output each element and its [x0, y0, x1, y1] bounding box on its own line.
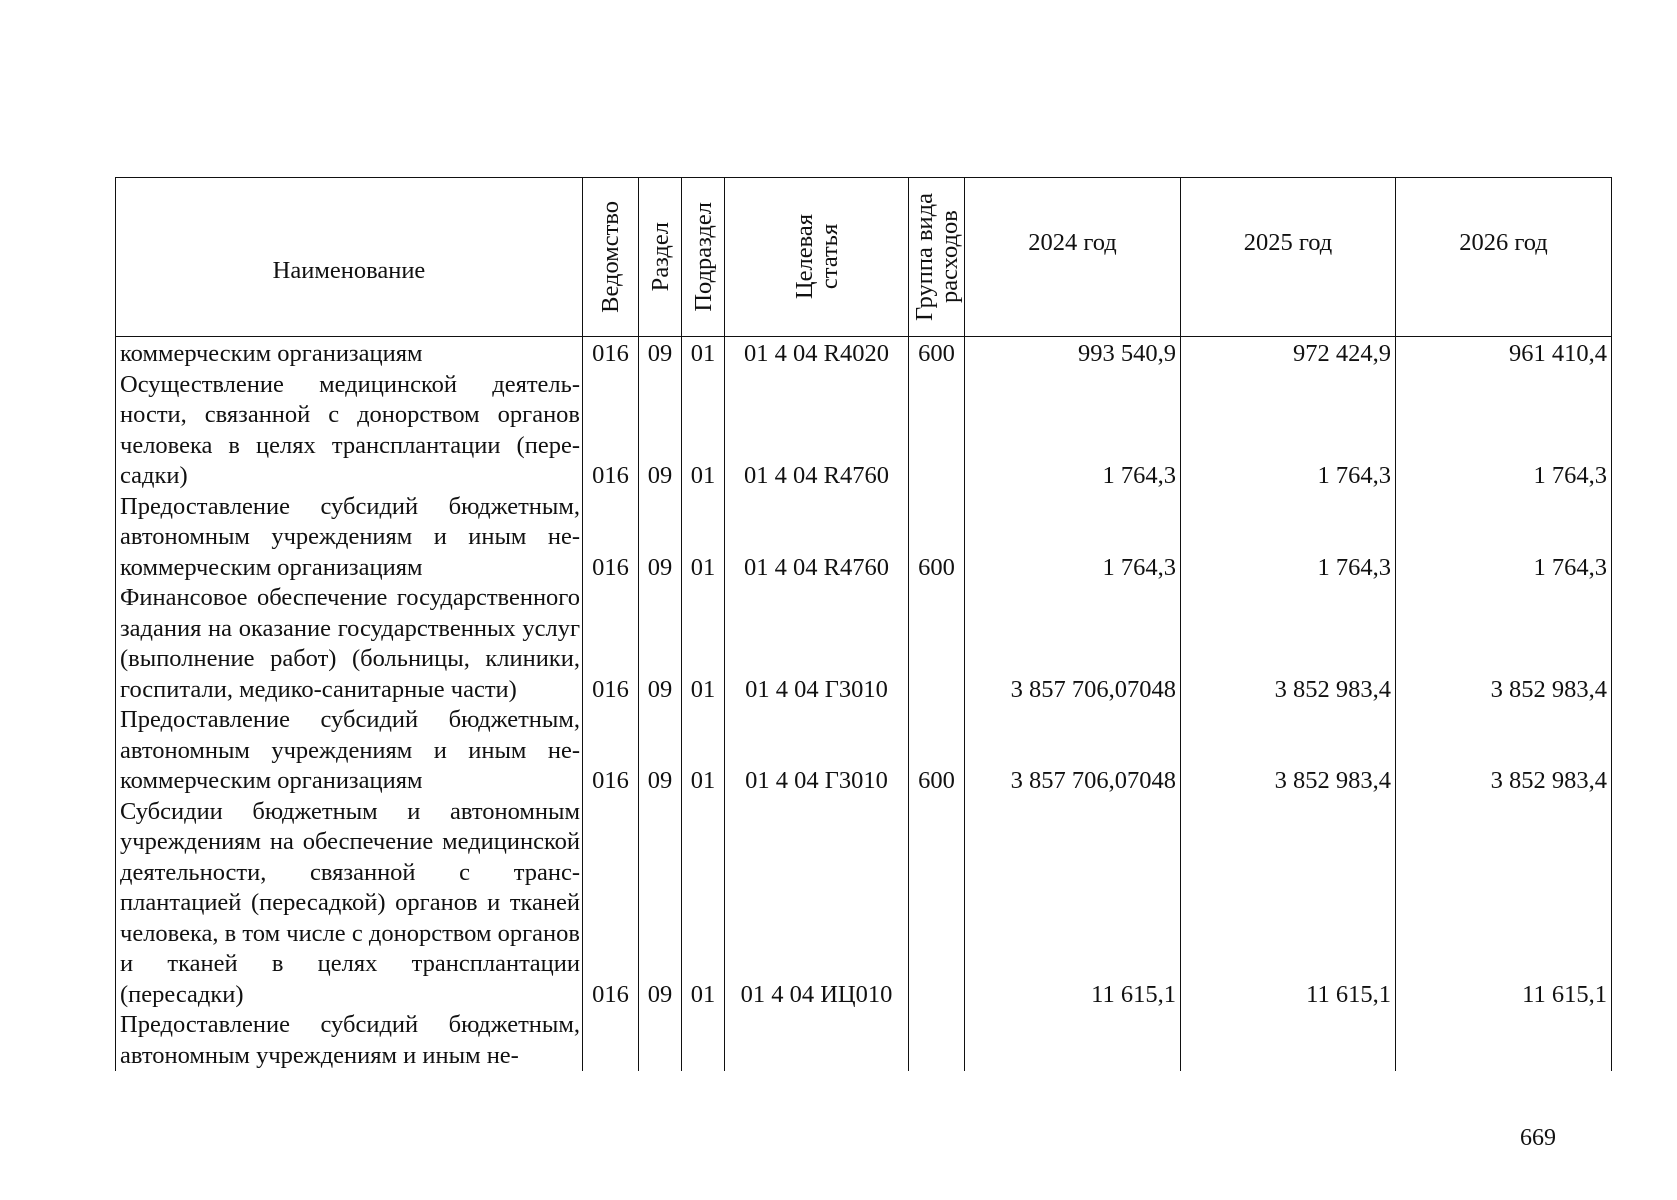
row-2024: 993 540,9: [965, 337, 1181, 370]
row-subsection: 01: [682, 797, 725, 1011]
row-2024: 11 615,1: [965, 797, 1181, 1011]
row-section: 09: [639, 370, 682, 492]
row-expense-group: 600: [909, 705, 965, 797]
row-name: Осуществление медицинской деятельности, связанной с донорством органов человека в целях трансплантации (пересадки): [116, 370, 583, 492]
table-row-continued: [116, 1010, 1612, 1071]
row-2024: 3 857 706,07048: [965, 705, 1181, 797]
row-expense-group: 600: [909, 337, 965, 370]
table-row: [116, 797, 1612, 1011]
row-2025: 3 852 983,4: [1181, 583, 1396, 705]
table-header-row: [116, 178, 1612, 337]
page-number: 669: [1520, 1125, 1556, 1151]
row-2026: 1 764,3: [1396, 492, 1612, 584]
row-subsection: 01: [682, 370, 725, 492]
table-row: [116, 337, 1612, 370]
row-expense-group: [909, 370, 965, 492]
row-target-article: 01 4 04 Г3010: [725, 583, 909, 705]
row-subsection: 01: [682, 337, 725, 370]
row-subsection: 01: [682, 705, 725, 797]
table-body: [116, 337, 1612, 1072]
row-2024: 1 764,3: [965, 492, 1181, 584]
row-target-article: 01 4 04 Г3010: [725, 705, 909, 797]
header-ministry: Ведомство: [583, 178, 639, 337]
row-target-article: 01 4 04 R4020: [725, 337, 909, 370]
table-row: [116, 583, 1612, 705]
table-row: [116, 705, 1612, 797]
row-expense-group: [909, 797, 965, 1011]
table-row: [116, 370, 1612, 492]
row-section: 09: [639, 797, 682, 1011]
header-name: Наименование: [116, 178, 583, 337]
row-name: Предоставление субсидий бюджетным, автономным учреждениям и иным некоммерческим организациям: [116, 492, 583, 584]
row-name: Предоставление субсидий бюджетным, автономным учреждениям и иным не-: [116, 1010, 583, 1071]
row-ministry: 016: [583, 705, 639, 797]
row-ministry: 016: [583, 337, 639, 370]
row-2025: 1 764,3: [1181, 370, 1396, 492]
row-expense-group: 600: [909, 492, 965, 584]
row-ministry: 016: [583, 797, 639, 1011]
row-ministry: 016: [583, 583, 639, 705]
row-name: Предоставление субсидий бюджетным, автономным учреждениям и иным некоммерческим организациям: [116, 705, 583, 797]
header-year-2026: 2026 год: [1396, 178, 1612, 337]
row-ministry: 016: [583, 370, 639, 492]
header-year-2024: 2024 год: [965, 178, 1181, 337]
row-expense-group: [909, 583, 965, 705]
header-section: Раздел: [639, 178, 682, 337]
row-subsection: 01: [682, 492, 725, 584]
row-2024: 3 857 706,07048: [965, 583, 1181, 705]
header-subsection: Подраздел: [682, 178, 725, 337]
row-ministry: 016: [583, 492, 639, 584]
row-section: 09: [639, 705, 682, 797]
row-2025: 1 764,3: [1181, 492, 1396, 584]
row-2026: 1 764,3: [1396, 370, 1612, 492]
row-name: Субсидии бюджетным и автономным учреждениям на обеспечение медицинской деятельности, связанной с трансплантацией (пересадкой) органов и тканей человека, в том числе с донорством органов и тканей в целях трансплантaции (пересадки): [116, 797, 583, 1011]
row-2026: 3 852 983,4: [1396, 705, 1612, 797]
row-2025: 3 852 983,4: [1181, 705, 1396, 797]
row-2026: 961 410,4: [1396, 337, 1612, 370]
row-subsection: 01: [682, 583, 725, 705]
row-2026: 3 852 983,4: [1396, 583, 1612, 705]
row-section: 09: [639, 492, 682, 584]
budget-table: [115, 177, 1612, 1071]
row-2024: 1 764,3: [965, 370, 1181, 492]
row-2026: 11 615,1: [1396, 797, 1612, 1011]
row-2025: 11 615,1: [1181, 797, 1396, 1011]
row-2025: 972 424,9: [1181, 337, 1396, 370]
row-name: Финансовое обеспечение государственного задания на оказание государственных услуг (выполнение работ) (больницы, клиники, госпитали, медико-санитарные части): [116, 583, 583, 705]
row-name: коммерческим организациям: [116, 337, 583, 370]
row-section: 09: [639, 337, 682, 370]
header-target-article: Целевая статья: [725, 178, 909, 337]
header-expense-group: Группа вида расходов: [909, 178, 965, 337]
row-target-article: 01 4 04 R4760: [725, 492, 909, 584]
table-row: [116, 492, 1612, 584]
row-section: 09: [639, 583, 682, 705]
header-year-2025: 2025 год: [1181, 178, 1396, 337]
row-target-article: 01 4 04 ИЦ010: [725, 797, 909, 1011]
row-target-article: 01 4 04 R4760: [725, 370, 909, 492]
